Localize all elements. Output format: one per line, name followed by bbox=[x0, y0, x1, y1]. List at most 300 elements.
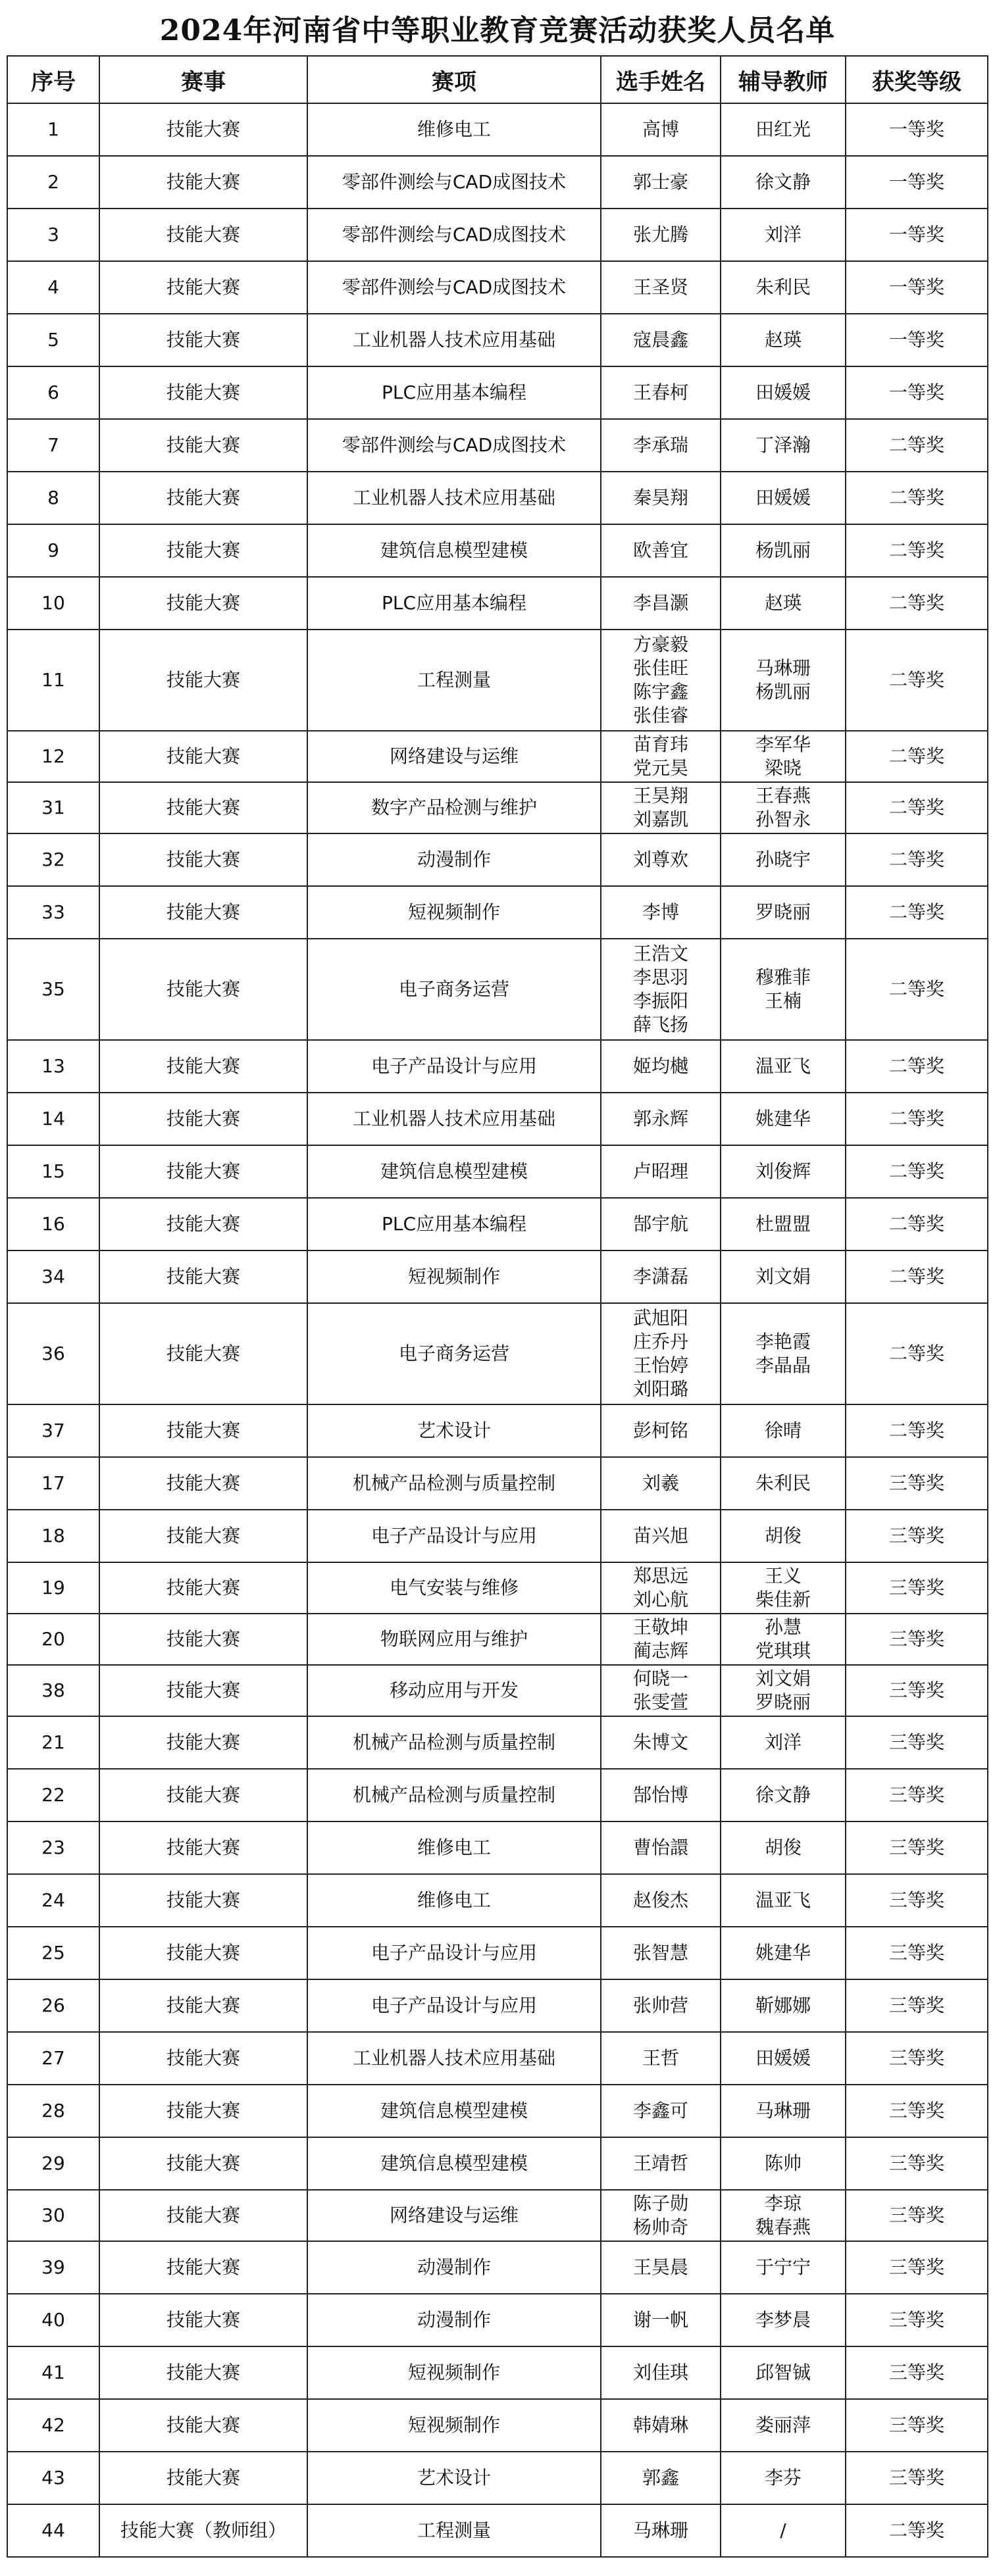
cell-award: 三等奖 bbox=[846, 1614, 988, 1665]
table-row bbox=[7, 2085, 988, 2137]
cell-teachers bbox=[721, 314, 846, 366]
cell-award: 三等奖 bbox=[846, 2032, 988, 2085]
cell-event: 技能大赛 bbox=[99, 1769, 307, 1821]
teacher-name: 姚建华 bbox=[755, 1942, 811, 1964]
cell-no: 30 bbox=[7, 2190, 99, 2241]
cell-students bbox=[601, 1198, 721, 1251]
cell-award: 一等奖 bbox=[846, 314, 988, 366]
cell-teachers bbox=[721, 1769, 846, 1821]
cell-students bbox=[601, 209, 721, 261]
cell-students bbox=[601, 1093, 721, 1145]
cell-event: 技能大赛 bbox=[99, 2190, 307, 2241]
cell-teachers bbox=[721, 731, 846, 782]
table-row bbox=[7, 782, 988, 833]
teacher-name: 王春燕 bbox=[755, 785, 811, 806]
student-name: 郭永辉 bbox=[632, 1108, 688, 1129]
cell-item: 机械产品检测与质量控制 bbox=[307, 1457, 601, 1510]
student-name: 武旭阳 bbox=[632, 1307, 688, 1329]
cell-students bbox=[601, 2085, 721, 2137]
table-row bbox=[7, 2346, 988, 2399]
cell-no: 13 bbox=[7, 1040, 99, 1093]
student-name: 郑思远 bbox=[632, 1565, 688, 1587]
cell-no: 27 bbox=[7, 2032, 99, 2085]
cell-item: 动漫制作 bbox=[307, 2241, 601, 2294]
student-name: 王敬坤 bbox=[632, 1616, 688, 1638]
student-name: 庄乔丹 bbox=[632, 1331, 688, 1352]
student-name: 郭鑫 bbox=[642, 2467, 679, 2489]
cell-event: 技能大赛 bbox=[99, 314, 307, 366]
table-row bbox=[7, 1040, 988, 1093]
teacher-name: 罗晓丽 bbox=[755, 901, 811, 923]
cell-no: 40 bbox=[7, 2294, 99, 2346]
cell-students bbox=[601, 314, 721, 366]
cell-students bbox=[601, 886, 721, 939]
cell-teachers bbox=[721, 2452, 846, 2504]
cell-event: 技能大赛 bbox=[99, 939, 307, 1040]
table-row bbox=[7, 1198, 988, 1251]
student-name: 李鑫可 bbox=[632, 2100, 688, 2121]
student-name: 张佳睿 bbox=[632, 705, 688, 726]
cell-teachers bbox=[721, 2241, 846, 2294]
cell-event: 技能大赛 bbox=[99, 782, 307, 833]
cell-item: 工业机器人技术应用基础 bbox=[307, 1093, 601, 1145]
table-row bbox=[7, 1927, 988, 1979]
cell-students bbox=[601, 2452, 721, 2504]
student-name: 赵俊杰 bbox=[632, 1889, 688, 1911]
student-name: 王圣贤 bbox=[632, 276, 688, 298]
cell-award: 二等奖 bbox=[846, 524, 988, 577]
student-name: 张雯萱 bbox=[632, 1691, 688, 1713]
cell-award: 一等奖 bbox=[846, 366, 988, 419]
cell-event: 技能大赛 bbox=[99, 1716, 307, 1769]
cell-no: 31 bbox=[7, 782, 99, 833]
cell-students bbox=[601, 156, 721, 209]
cell-event: 技能大赛 bbox=[99, 1614, 307, 1665]
cell-no: 10 bbox=[7, 577, 99, 630]
cell-no: 4 bbox=[7, 261, 99, 314]
cell-award: 二等奖 bbox=[846, 577, 988, 630]
cell-item: 电子商务运营 bbox=[307, 1303, 601, 1404]
cell-students bbox=[601, 2346, 721, 2399]
cell-no: 15 bbox=[7, 1145, 99, 1198]
cell-event: 技能大赛 bbox=[99, 2137, 307, 2190]
cell-students bbox=[601, 731, 721, 782]
cell-item: 零部件测绘与CAD成图技术 bbox=[307, 261, 601, 314]
table-row bbox=[7, 1821, 988, 1874]
awards-table bbox=[7, 55, 988, 2558]
teacher-name: 孙智永 bbox=[755, 808, 811, 830]
teacher-name: 李梦晨 bbox=[755, 2309, 811, 2331]
cell-students bbox=[601, 419, 721, 472]
cell-teachers bbox=[721, 261, 846, 314]
cell-students bbox=[601, 1457, 721, 1510]
cell-event: 技能大赛 bbox=[99, 2452, 307, 2504]
cell-teachers bbox=[721, 1665, 846, 1716]
table-row bbox=[7, 472, 988, 524]
cell-students bbox=[601, 1716, 721, 1769]
teacher-name: 徐文静 bbox=[755, 171, 811, 193]
teacher-name: 刘俊辉 bbox=[755, 1160, 811, 1182]
teacher-name: 温亚飞 bbox=[755, 1055, 811, 1077]
teacher-name: 胡俊 bbox=[764, 1837, 802, 1858]
teacher-name: 李军华 bbox=[755, 733, 811, 755]
cell-teachers bbox=[721, 630, 846, 731]
table-row bbox=[7, 1145, 988, 1198]
cell-event: 技能大赛 bbox=[99, 1303, 307, 1404]
cell-teachers bbox=[721, 1093, 846, 1145]
cell-no: 2 bbox=[7, 156, 99, 209]
cell-event: 技能大赛 bbox=[99, 630, 307, 731]
cell-no: 24 bbox=[7, 1874, 99, 1927]
cell-event: 技能大赛 bbox=[99, 261, 307, 314]
cell-event: 技能大赛 bbox=[99, 2032, 307, 2085]
cell-item: 移动应用与开发 bbox=[307, 1665, 601, 1716]
cell-no: 6 bbox=[7, 366, 99, 419]
cell-no: 25 bbox=[7, 1927, 99, 1979]
table-row bbox=[7, 833, 988, 886]
cell-no: 21 bbox=[7, 1716, 99, 1769]
cell-award: 二等奖 bbox=[846, 782, 988, 833]
cell-teachers bbox=[721, 833, 846, 886]
table-row bbox=[7, 2399, 988, 2452]
cell-item: 动漫制作 bbox=[307, 833, 601, 886]
teacher-name: 于宁宁 bbox=[755, 2256, 811, 2278]
cell-teachers bbox=[721, 2294, 846, 2346]
student-name: 李昌灏 bbox=[632, 592, 688, 614]
cell-item: 电子商务运营 bbox=[307, 939, 601, 1040]
student-name: 刘尊欢 bbox=[632, 849, 688, 870]
cell-event: 技能大赛 bbox=[99, 1821, 307, 1874]
cell-teachers bbox=[721, 1927, 846, 1979]
cell-no: 33 bbox=[7, 886, 99, 939]
cell-item: 网络建设与运维 bbox=[307, 731, 601, 782]
cell-event: 技能大赛 bbox=[99, 2346, 307, 2399]
cell-no: 38 bbox=[7, 1665, 99, 1716]
cell-no: 12 bbox=[7, 731, 99, 782]
student-name: 郜宇航 bbox=[632, 1213, 688, 1235]
table-row bbox=[7, 1457, 988, 1510]
document-title: 2024年河南省中等职业教育竞赛活动获奖人员名单 bbox=[159, 14, 836, 47]
cell-no: 29 bbox=[7, 2137, 99, 2190]
cell-no: 16 bbox=[7, 1198, 99, 1251]
table-row bbox=[7, 1769, 988, 1821]
cell-no: 35 bbox=[7, 939, 99, 1040]
cell-teachers bbox=[721, 1614, 846, 1665]
cell-item: 工业机器人技术应用基础 bbox=[307, 472, 601, 524]
cell-no: 23 bbox=[7, 1821, 99, 1874]
cell-award: 三等奖 bbox=[846, 1979, 988, 2032]
cell-students bbox=[601, 472, 721, 524]
cell-teachers bbox=[721, 2399, 846, 2452]
table-row bbox=[7, 630, 988, 731]
table-row bbox=[7, 577, 988, 630]
cell-students bbox=[601, 1769, 721, 1821]
cell-no: 36 bbox=[7, 1303, 99, 1404]
cell-students bbox=[601, 1979, 721, 2032]
cell-item: 短视频制作 bbox=[307, 886, 601, 939]
teacher-name: 赵瑛 bbox=[764, 592, 802, 614]
cell-award: 三等奖 bbox=[846, 1769, 988, 1821]
cell-item: 物联网应用与维护 bbox=[307, 1614, 601, 1665]
cell-award: 二等奖 bbox=[846, 630, 988, 731]
teacher-name: 丁泽瀚 bbox=[755, 434, 811, 456]
cell-teachers bbox=[721, 524, 846, 577]
teacher-name: 赵瑛 bbox=[764, 329, 802, 351]
table-header-row bbox=[7, 56, 988, 103]
teacher-name: 魏春燕 bbox=[755, 2216, 811, 2238]
teacher-name: 靳娜娜 bbox=[755, 1994, 811, 2016]
student-name: 刘羲 bbox=[642, 1472, 679, 1494]
cell-item: PLC应用基本编程 bbox=[307, 577, 601, 630]
teacher-name: 娄丽萍 bbox=[755, 2414, 811, 2436]
cell-award: 三等奖 bbox=[846, 1874, 988, 1927]
student-name: 何晓一 bbox=[632, 1668, 688, 1689]
cell-item: 零部件测绘与CAD成图技术 bbox=[307, 156, 601, 209]
cell-award: 二等奖 bbox=[846, 2504, 988, 2557]
cell-award: 一等奖 bbox=[846, 103, 988, 156]
cell-item: 维修电工 bbox=[307, 103, 601, 156]
cell-item: 电气安装与维修 bbox=[307, 1562, 601, 1614]
teacher-name: 马琳珊 bbox=[755, 657, 811, 679]
table-row bbox=[7, 1404, 988, 1457]
cell-students bbox=[601, 2294, 721, 2346]
student-name: 卢昭理 bbox=[632, 1160, 688, 1182]
teacher-name: 刘文娟 bbox=[755, 1668, 811, 1689]
table-row bbox=[7, 886, 988, 939]
cell-students bbox=[601, 2137, 721, 2190]
cell-teachers bbox=[721, 366, 846, 419]
cell-award: 二等奖 bbox=[846, 472, 988, 524]
cell-students bbox=[601, 1614, 721, 1665]
cell-teachers bbox=[721, 1979, 846, 2032]
cell-no: 34 bbox=[7, 1251, 99, 1303]
cell-teachers bbox=[721, 209, 846, 261]
student-name: 杨帅奇 bbox=[632, 2216, 688, 2238]
cell-students bbox=[601, 261, 721, 314]
cell-item: 艺术设计 bbox=[307, 1404, 601, 1457]
cell-teachers bbox=[721, 2032, 846, 2085]
cell-students bbox=[601, 524, 721, 577]
cell-item: 工业机器人技术应用基础 bbox=[307, 314, 601, 366]
table-row bbox=[7, 314, 988, 366]
cell-award: 三等奖 bbox=[846, 1457, 988, 1510]
cell-item: PLC应用基本编程 bbox=[307, 366, 601, 419]
cell-students bbox=[601, 1510, 721, 1562]
cell-award: 三等奖 bbox=[846, 1665, 988, 1716]
student-name: 王春柯 bbox=[632, 382, 688, 403]
cell-teachers bbox=[721, 1251, 846, 1303]
cell-students bbox=[601, 2399, 721, 2452]
student-name: 张智慧 bbox=[632, 1942, 688, 1964]
cell-no: 42 bbox=[7, 2399, 99, 2452]
cell-item: 艺术设计 bbox=[307, 2452, 601, 2504]
cell-award: 二等奖 bbox=[846, 1145, 988, 1198]
teacher-name: 党琪琪 bbox=[755, 1640, 811, 1662]
cell-award: 一等奖 bbox=[846, 209, 988, 261]
cell-award: 三等奖 bbox=[846, 2294, 988, 2346]
teacher-name: 田媛媛 bbox=[755, 2047, 811, 2069]
table-row bbox=[7, 419, 988, 472]
cell-event: 技能大赛 bbox=[99, 886, 307, 939]
cell-event: 技能大赛 bbox=[99, 472, 307, 524]
cell-award: 三等奖 bbox=[846, 2399, 988, 2452]
cell-students bbox=[601, 1927, 721, 1979]
teacher-name: 李芬 bbox=[764, 2467, 802, 2489]
cell-item: 短视频制作 bbox=[307, 2399, 601, 2452]
header-item: 赛项 bbox=[307, 56, 601, 103]
cell-award: 一等奖 bbox=[846, 156, 988, 209]
student-name: 李振阳 bbox=[632, 990, 688, 1012]
student-name: 王昊晨 bbox=[632, 2256, 688, 2278]
cell-no: 44 bbox=[7, 2504, 99, 2557]
cell-teachers bbox=[721, 1821, 846, 1874]
cell-award: 三等奖 bbox=[846, 2241, 988, 2294]
cell-event: 技能大赛 bbox=[99, 1145, 307, 1198]
student-name: 王怡婷 bbox=[632, 1354, 688, 1376]
cell-teachers bbox=[721, 1457, 846, 1510]
table-row bbox=[7, 1251, 988, 1303]
student-name: 党元昊 bbox=[632, 757, 688, 779]
student-name: 曹怡譞 bbox=[632, 1837, 688, 1858]
table-row bbox=[7, 1614, 988, 1665]
teacher-name: 梁晓 bbox=[764, 757, 802, 779]
teacher-name: 徐文静 bbox=[755, 1784, 811, 1806]
teacher-name: 杨凯丽 bbox=[755, 539, 811, 561]
cell-students bbox=[601, 782, 721, 833]
cell-teachers bbox=[721, 1040, 846, 1093]
cell-award: 二等奖 bbox=[846, 939, 988, 1040]
cell-item: 建筑信息模型建模 bbox=[307, 524, 601, 577]
cell-event: 技能大赛 bbox=[99, 1251, 307, 1303]
cell-no: 43 bbox=[7, 2452, 99, 2504]
cell-item: 建筑信息模型建模 bbox=[307, 1145, 601, 1198]
table-row bbox=[7, 2504, 988, 2557]
cell-item: 电子产品设计与应用 bbox=[307, 1979, 601, 2032]
cell-no: 1 bbox=[7, 103, 99, 156]
cell-item: 维修电工 bbox=[307, 1874, 601, 1927]
table-row bbox=[7, 103, 988, 156]
student-name: 王哲 bbox=[642, 2047, 679, 2069]
cell-teachers bbox=[721, 1562, 846, 1614]
student-name: 高博 bbox=[642, 118, 679, 140]
teacher-name: 刘洋 bbox=[764, 224, 802, 245]
student-name: 李潇磊 bbox=[632, 1266, 688, 1287]
cell-award: 二等奖 bbox=[846, 731, 988, 782]
student-name: 陈宇鑫 bbox=[632, 681, 688, 703]
teacher-name: 杜盟盟 bbox=[755, 1213, 811, 1235]
cell-students bbox=[601, 1303, 721, 1404]
cell-teachers bbox=[721, 472, 846, 524]
cell-no: 20 bbox=[7, 1614, 99, 1665]
cell-event: 技能大赛 bbox=[99, 2241, 307, 2294]
table-row bbox=[7, 1979, 988, 2032]
cell-item: 零部件测绘与CAD成图技术 bbox=[307, 419, 601, 472]
cell-event: 技能大赛 bbox=[99, 2399, 307, 2452]
cell-event: 技能大赛 bbox=[99, 2294, 307, 2346]
table-row bbox=[7, 1562, 988, 1614]
teacher-name: 孙慧 bbox=[764, 1616, 802, 1638]
cell-teachers bbox=[721, 2137, 846, 2190]
cell-teachers bbox=[721, 1716, 846, 1769]
teacher-name: 刘洋 bbox=[764, 1731, 802, 1753]
cell-no: 28 bbox=[7, 2085, 99, 2137]
teacher-name: 罗晓丽 bbox=[755, 1691, 811, 1713]
cell-award: 三等奖 bbox=[846, 1716, 988, 1769]
cell-no: 32 bbox=[7, 833, 99, 886]
table-row bbox=[7, 1303, 988, 1404]
student-name: 王浩文 bbox=[632, 943, 688, 964]
cell-students bbox=[601, 103, 721, 156]
cell-event: 技能大赛 bbox=[99, 2085, 307, 2137]
cell-event: 技能大赛 bbox=[99, 1562, 307, 1614]
student-name: 王靖哲 bbox=[632, 2152, 688, 2174]
cell-teachers bbox=[721, 1510, 846, 1562]
cell-teachers bbox=[721, 2085, 846, 2137]
student-name: 谢一帆 bbox=[632, 2309, 688, 2331]
teacher-name: 田媛媛 bbox=[755, 382, 811, 403]
table-row bbox=[7, 2452, 988, 2504]
cell-event: 技能大赛 bbox=[99, 103, 307, 156]
cell-teachers bbox=[721, 2346, 846, 2399]
teacher-name: / bbox=[780, 2519, 786, 2541]
cell-award: 三等奖 bbox=[846, 1510, 988, 1562]
teacher-name: 穆雅菲 bbox=[755, 966, 811, 988]
cell-award: 三等奖 bbox=[846, 1562, 988, 1614]
cell-event: 技能大赛 bbox=[99, 833, 307, 886]
student-name: 张佳旺 bbox=[632, 657, 688, 679]
table-row bbox=[7, 261, 988, 314]
student-name: 李承瑞 bbox=[632, 434, 688, 456]
student-name: 郜怡博 bbox=[632, 1784, 688, 1806]
teacher-name: 姚建华 bbox=[755, 1108, 811, 1129]
table-row bbox=[7, 731, 988, 782]
student-name: 刘心航 bbox=[632, 1589, 688, 1610]
cell-award: 二等奖 bbox=[846, 1404, 988, 1457]
teacher-name: 邱智铖 bbox=[755, 2362, 811, 2383]
table-row bbox=[7, 939, 988, 1040]
student-name: 彭柯铭 bbox=[632, 1420, 688, 1441]
cell-no: 41 bbox=[7, 2346, 99, 2399]
student-name: 李博 bbox=[642, 901, 679, 923]
cell-students bbox=[601, 1404, 721, 1457]
cell-teachers bbox=[721, 1145, 846, 1198]
table-row bbox=[7, 2241, 988, 2294]
cell-award: 二等奖 bbox=[846, 1093, 988, 1145]
cell-no: 39 bbox=[7, 2241, 99, 2294]
cell-item: 工业机器人技术应用基础 bbox=[307, 2032, 601, 2085]
cell-item: 动漫制作 bbox=[307, 2294, 601, 2346]
cell-no: 14 bbox=[7, 1093, 99, 1145]
student-name: 陈子勋 bbox=[632, 2192, 688, 2214]
cell-students bbox=[601, 2504, 721, 2557]
cell-no: 8 bbox=[7, 472, 99, 524]
student-name: 郭士豪 bbox=[632, 171, 688, 193]
cell-event: 技能大赛 bbox=[99, 577, 307, 630]
cell-award: 三等奖 bbox=[846, 1927, 988, 1979]
teacher-name: 朱利民 bbox=[755, 1472, 811, 1494]
cell-no: 7 bbox=[7, 419, 99, 472]
cell-item: 建筑信息模型建模 bbox=[307, 2137, 601, 2190]
student-name: 欧善宜 bbox=[632, 539, 688, 561]
cell-students bbox=[601, 1821, 721, 1874]
table-row bbox=[7, 2190, 988, 2241]
cell-students bbox=[601, 2241, 721, 2294]
cell-teachers bbox=[721, 1198, 846, 1251]
cell-item: 短视频制作 bbox=[307, 1251, 601, 1303]
cell-item: 工程测量 bbox=[307, 630, 601, 731]
cell-item: 短视频制作 bbox=[307, 2346, 601, 2399]
cell-students bbox=[601, 1040, 721, 1093]
